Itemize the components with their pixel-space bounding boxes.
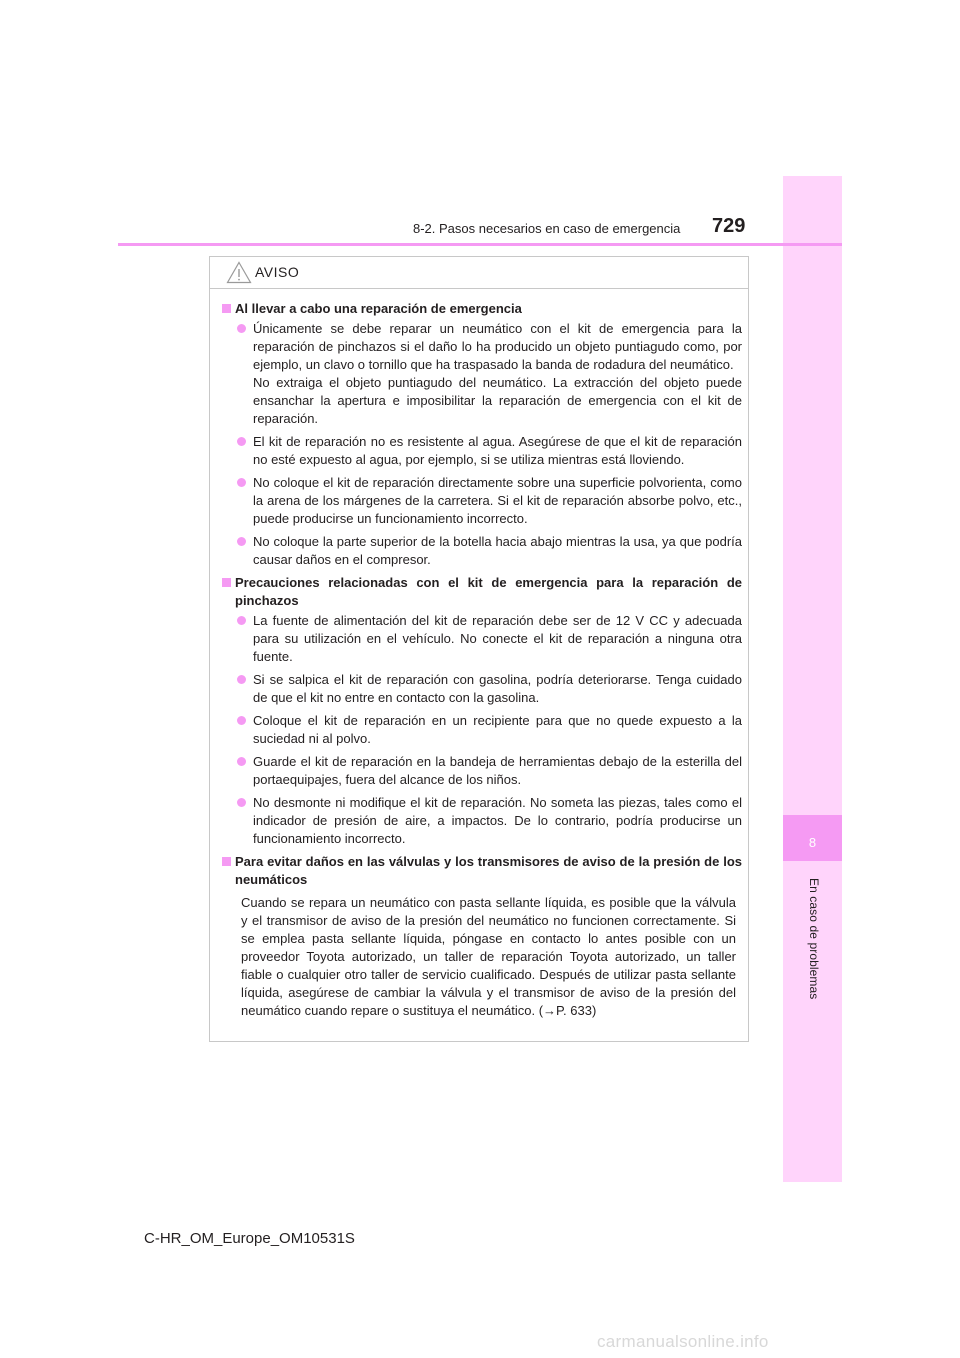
chapter-title: En caso de problemas [807,878,821,1000]
round-bullet-icon [237,437,246,446]
list-item: El kit de reparación no es resistente al agua. Asegúrese de que el kit de reparación no esté expuesto al agua, por ejemplo, si se utiliza mientras está lloviendo. [221,433,742,469]
chapter-number: 8 [783,815,842,861]
round-bullet-icon [237,675,246,684]
round-bullet-icon [237,798,246,807]
section-header: 8-2. Pasos necesarios en caso de emergencia [413,221,681,236]
list-item: No coloque el kit de reparación directamente sobre una superficie polvorienta, como la arena de los márgenes de la carretera. Si el kit de reparación absorbe polvo, etc., puede producirse un funcionamiento incorrecto. [221,474,742,528]
list-item: Si se salpica el kit de reparación con gasolina, podría deteriorarse. Tenga cuidado de que el kit no entre en contacto con la gasolina. [221,671,742,707]
warning-box-header [210,257,748,289]
round-bullet-icon [237,716,246,725]
round-bullet-icon [237,757,246,766]
warning-box-content [210,289,748,1020]
warning-box [209,256,749,1042]
round-bullet-icon [237,537,246,546]
list-item: La fuente de alimentación del kit de reparación debe ser de 12 V CC y adecuada para su utilización en el vehículo. No conecte el kit de reparación a ninguna otra fuente. [221,612,742,666]
section-heading-repair-kit-precautions: Precauciones relacionadas con el kit de emergencia para la reparación de pinchazos [221,574,742,610]
list-item: No coloque la parte superior de la botella hacia abajo mientras la usa, ya que podría causar daños en el compresor. [221,533,742,569]
watermark: carmanualsonline.info [597,1332,769,1351]
list-item: Guarde el kit de reparación en la bandeja de herramientas debajo de la esterilla del portaequipajes, fuera del alcance de los niños. [221,753,742,789]
round-bullet-icon [237,478,246,487]
list-item: No desmonte ni modifique el kit de reparación. No someta las piezas, tales como el indicador de presión de aire, a impactos. De lo contrario, podría producirse un funcionamiento incorrecto. [221,794,742,848]
square-bullet-icon [222,857,231,866]
warning-triangle-icon [226,261,252,284]
square-bullet-icon [222,578,231,587]
section-heading-valve-damage: Para evitar daños en las válvulas y los transmisores de aviso de la presión de los neumáticos [221,853,742,889]
list-item: Únicamente se debe reparar un neumático con el kit de emergencia para la reparación de pinchazos si el daño lo ha producido un objeto puntiagudo como, por ejemplo, un clavo o tornillo que ha traspasado la banda de rodadura del neumático. No extraiga el objeto puntiagudo del neumático. La extracción del objeto puede ensanchar la apertura e imposibilitar la reparación de emergencia con el kit de reparación. [221,320,742,428]
list-item: Coloque el kit de reparación en un recipiente para que no quede expuesto a la suciedad ni al polvo. [221,712,742,748]
round-bullet-icon [237,324,246,333]
section-heading-emergency-repair: Al llevar a cabo una reparación de emergencia [221,300,742,318]
round-bullet-icon [237,616,246,625]
section-paragraph: Cuando se repara un neumático con pasta sellante líquida, es posible que la válvula y el transmisor de aviso de la presión del neumático no funcionen correctamente. Si se emplea pasta sellante líquida, póngase en contacto lo antes posible con un proveedor Toyota autorizado, un taller de reparación Toyota autorizado, un taller fiable o cualquier otro taller de servicio cualificado. Después de utilizar pasta sellante líquida, asegúrese de cambiar la válvula y el transmisor de aviso de la presión del neumático cuando repare o sustituya el neumático. (→P. 633) [241,895,736,1018]
warning-box-title: AVISO [255,264,300,280]
header-divider [118,243,842,246]
chapter-side-tab [783,176,842,1182]
square-bullet-icon [222,304,231,313]
document-code: C-HR_OM_Europe_OM10531S [144,1230,355,1247]
page-number: 729 [712,215,746,237]
